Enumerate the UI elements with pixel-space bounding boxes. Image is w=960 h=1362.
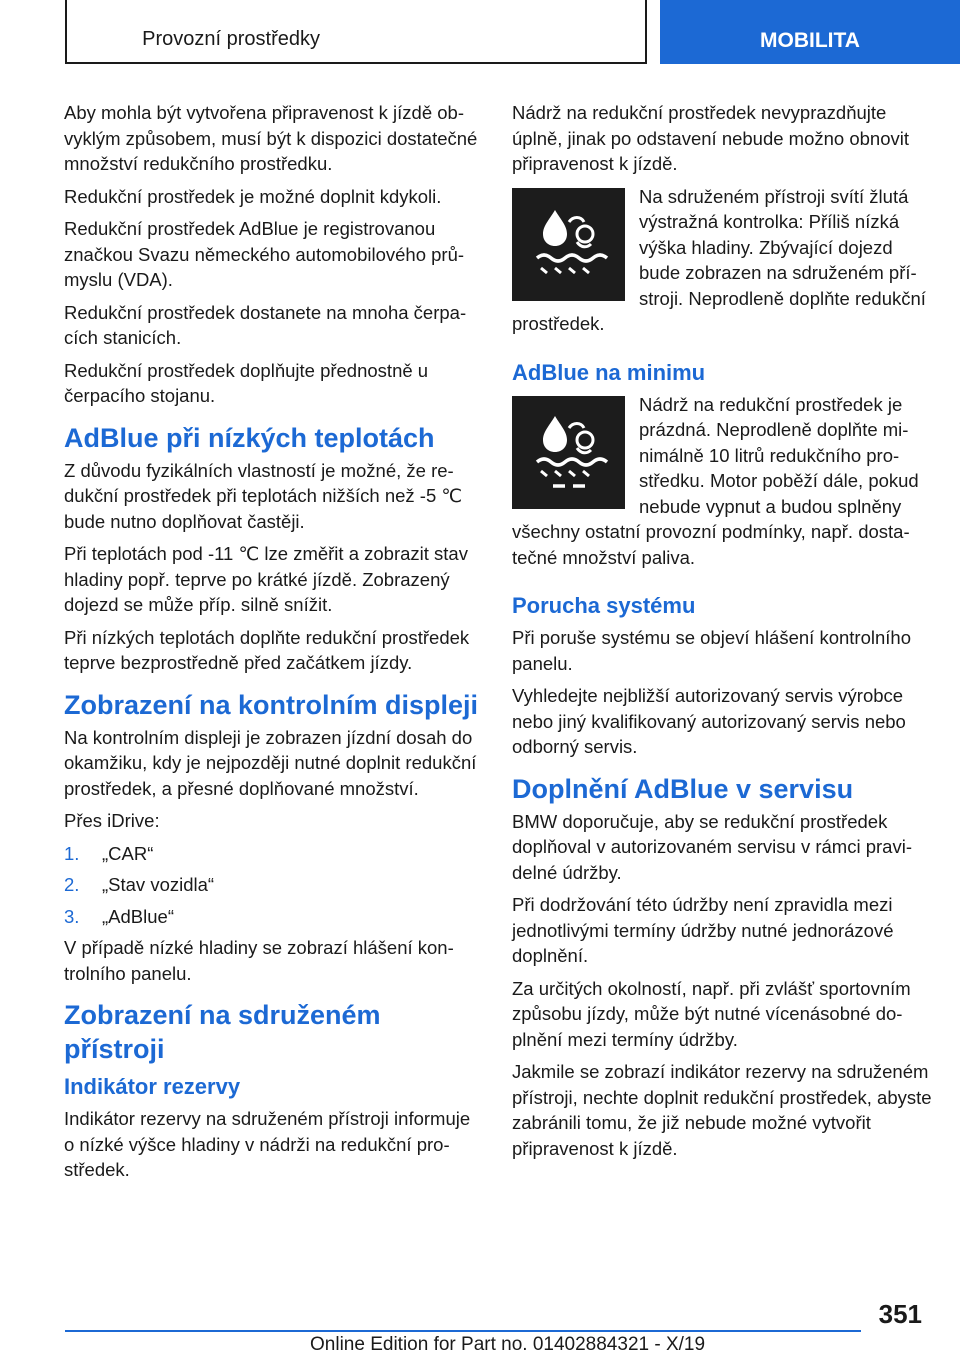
footer-divider: [65, 1330, 861, 1332]
step-text: „AdBlue“: [102, 905, 174, 927]
paragraph: Na kontrolním displeji je zobrazen jízdní dosah do okamžiku, kdy je nejpozději nutné doplnit redukční prostředek, a přesné doplňované množství.: [64, 726, 477, 799]
heading-adblue-minimum: AdBlue na minimu: [512, 359, 706, 385]
paragraph: Za určitých okolností, např. při zvlášť sportovním způsobu jízdy, může být nutné vícenásobné doplnění mezi termíny údržby.: [512, 977, 911, 1050]
paragraph: Přes iDrive:: [64, 810, 160, 831]
list-item: [64, 872, 484, 898]
heading-service-refill: Doplnění AdBlue v servisu: [512, 773, 854, 804]
page-number: 351: [878, 1299, 922, 1329]
heading-instrument-cluster: Zobrazení na sdruženém přístroji: [64, 1000, 381, 1064]
paragraph: BMW doporučuje, aby se redukční prostředek doplňoval v autorizovaném servisu v rámci pravidelné údržby.: [512, 810, 912, 883]
header-chapter-tab[interactable]: [660, 0, 960, 64]
heading-reserve-indicator: Indikátor rezervy: [64, 1074, 241, 1099]
step-number: 3.: [64, 905, 80, 927]
list-item: [64, 904, 484, 930]
paragraph: Aby mohla být vytvořena připravenost k jízdě obvyklým způsobem, musí být k dispozici dostatečné množství redukčního prostředku.: [64, 102, 478, 174]
step-number: 1.: [64, 842, 80, 864]
paragraph: Z důvodu fyzikálních vlastností je možné, že redukční prostředek při teplotách nižších než -5 ℃ bude nutno doplňovat častěji.: [64, 459, 463, 532]
paragraph: Při nízkých teplotách doplňte redukční prostředek teprve bezprostředně před začátkem jízdy.: [64, 626, 470, 673]
minimum-block: [512, 392, 932, 578]
header-chapter-label: MOBILITA: [760, 29, 860, 52]
adblue-warning-icon: [512, 188, 625, 301]
left-column: [64, 100, 484, 1190]
paragraph: Redukční prostředek AdBlue je registrovanou značkou Svazu německého automobilového průmyslu (VDA).: [64, 218, 465, 290]
paragraph: Redukční prostředek doplňujte přednostně u čerpacího stojanu.: [64, 359, 429, 406]
paragraph: Při teplotách pod -11 ℃ lze změřit a zobrazit stav hladiny popř. teprve po krátké jízdě. Zobrazený dojezd se může příp. silně snížit.: [64, 543, 468, 615]
paragraph: Redukční prostředek dostanete na mnoha čerpacích stanicích.: [64, 301, 467, 348]
header-section-title: Provozní prostředky: [142, 28, 320, 50]
right-column: [512, 100, 932, 1168]
paragraph: Redukční prostředek je možné doplnit kdykoli.: [64, 185, 442, 207]
paragraph: V případě nízké hladiny se zobrazí hlášení kontrolního panelu.: [64, 937, 454, 984]
step-text: „Stav vozidla“: [102, 874, 215, 895]
paragraph: Při dodržování této údržby není zpravidla mezi jednotlivými termíny údržby nutné jednorázové doplnění.: [512, 894, 894, 966]
paragraph: Vyhledejte nejbližší autorizovaný servis výrobce nebo jiný kvalifikovaný autorizovaný servis nebo odborný servis.: [512, 685, 906, 757]
heading-control-display: Zobrazení na kontrolním displeji: [64, 689, 479, 720]
step-text: „CAR“: [102, 842, 154, 864]
paragraph: Na sdruženém přístroji svítí žlutá výstražná kontrolka: Příliš nízká výška hladiny. Zbývající dojezd bude zobrazen na sdruženém přístroji. Neprodleně doplňte redukční prostředek.: [512, 185, 926, 334]
footer-edition: Online Edition for Part no. 01402884321 - X/19: [310, 1334, 706, 1355]
paragraph: Při poruše systému se objeví hlášení kontrolního panelu.: [512, 627, 911, 674]
heading-system-fault: Porucha systému: [512, 593, 696, 618]
header-frame: [65, 0, 647, 64]
step-number: 2.: [64, 874, 80, 895]
list-item: [64, 841, 484, 867]
idrive-steps-list: [64, 841, 484, 930]
paragraph: Jakmile se zobrazí indikátor rezervy na sdruženém přístroji, nechte doplnit redukční prostředek, abyste zabránili tomu, že již nebude možné vytvořit připravenost k jízdě.: [512, 1061, 932, 1159]
paragraph: Nádrž na redukční prostředek nevyprazdňujte úplně, jinak po odstavení nebude možno obnovit připravenost k jízdě.: [512, 102, 910, 174]
adblue-minimum-icon: [512, 396, 625, 509]
paragraph: Indikátor rezervy na sdruženém přístroji informuje o nízké výšce hladiny v nádrži na redukční prostředek.: [64, 1108, 471, 1180]
heading-low-temperatures: AdBlue při nízkých teplotách: [64, 422, 435, 453]
paragraph: Nádrž na redukční prostředek je prázdná. Neprodleně doplňte minimálně 10 litrů redukčního prostředku. Motor poběží dále, pokud nebude vypnut a budou splněny všechny ostatní provozní podmínky, např. dostatečné množství paliva.: [512, 393, 919, 568]
warning-block: [512, 184, 932, 344]
